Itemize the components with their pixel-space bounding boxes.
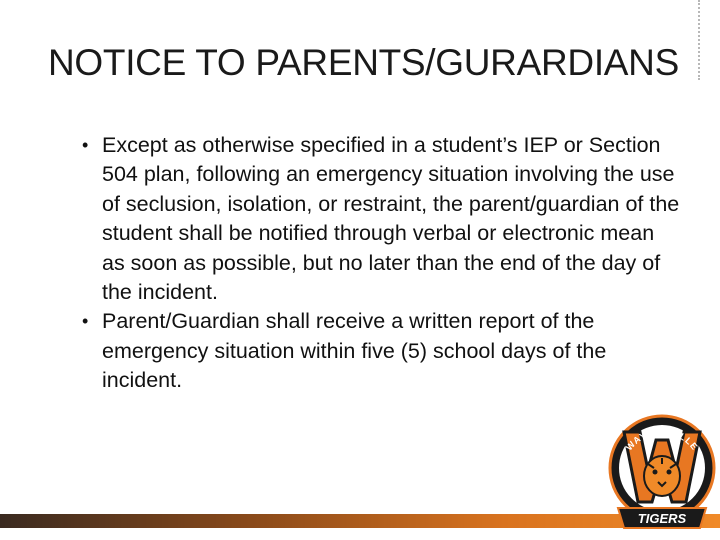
decorative-dotted-line bbox=[698, 0, 706, 80]
slide-title: NOTICE TO PARENTS/GURARDIANS bbox=[48, 42, 679, 83]
bullet-item bbox=[82, 307, 682, 395]
logo-bottom-text: TIGERS bbox=[637, 511, 687, 526]
logo-top-text: WAYNESVILLE bbox=[623, 426, 701, 453]
bullet-text: Parent/Guardian shall receive a written report of the emergency situation within five (5) school days of the incident. bbox=[102, 309, 607, 393]
bullet-icon: • bbox=[82, 135, 89, 155]
bullet-list bbox=[82, 131, 682, 396]
bullet-item bbox=[82, 131, 682, 307]
waynesville-tigers-logo bbox=[606, 410, 718, 534]
bullet-text: Except as otherwise specified in a student’s IEP or Section 504 plan, following an emergency situation involving the use of seclusion, isolation, or restraint, the parent/guardian of the student shall be notified through verbal or electronic mean as soon as possible, but no later than the end of the day of the incident. bbox=[102, 133, 680, 305]
bullet-icon: • bbox=[82, 311, 89, 332]
